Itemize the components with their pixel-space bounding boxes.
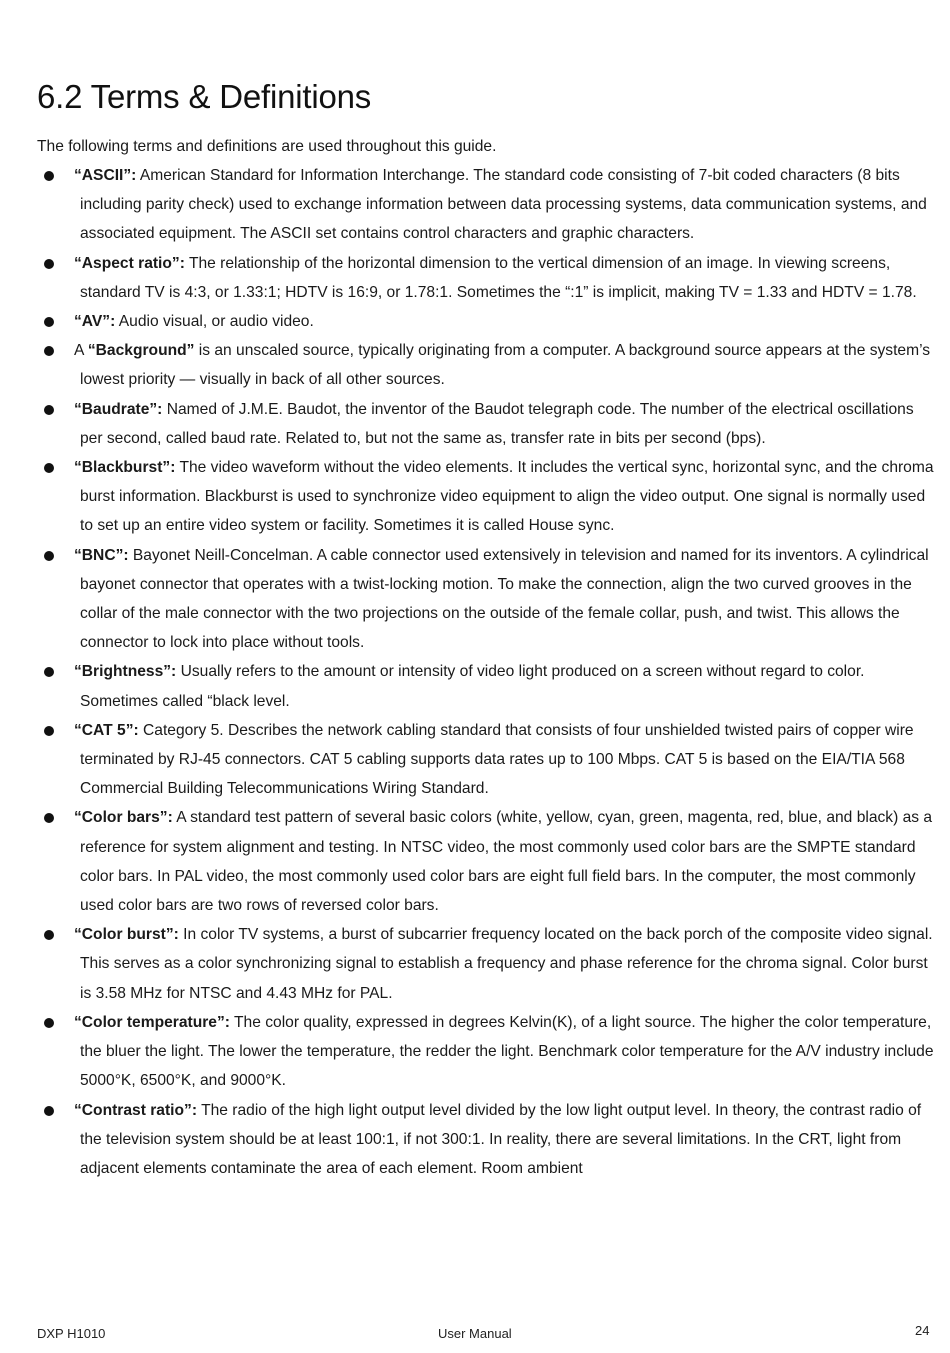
definition-text: is an unscaled source, typically originating from a computer. A background source appears at the system’s lowest priority — visually in back of all other sources. xyxy=(80,342,931,389)
definition-text: In color TV systems, a burst of subcarrier frequency located on the back porch of the composite video signal. This serves as a color synchronizing signal to establish a frequency and phase reference for the chroma signal. Color burst is 3.58 MHz for NTSC and 4.43 MHz for PAL. xyxy=(80,926,933,1002)
bullet-icon xyxy=(44,667,54,677)
page-number: 24 xyxy=(915,1323,930,1338)
definition-term: “Aspect ratio”: xyxy=(74,254,185,272)
definition-item xyxy=(0,395,950,453)
definition-text: A standard test pattern of several basic colors (white, yellow, cyan, green, magenta, red, blue, and black) as a reference for system alignment and testing. In NTSC video, the most commonly used color bars are the SMPTE standard color bars. In PAL video, the most commonly used color bars are eight full field bars. In the computer, the most commonly used color bars are two rows of reversed color bars. xyxy=(80,809,933,915)
footer-model: DXP H1010 xyxy=(37,1326,106,1341)
definition-text: The color quality, expressed in degrees Kelvin(K), of a light source. The higher the color temperature, the bluer the light. The lower the temperature, the redder the light. Benchmark color temperature for the A/V industry include 5000°K, 6500°K, and 9000°K. xyxy=(80,1013,934,1090)
definition-term: “Brightness”: xyxy=(74,663,177,681)
definition-text: Bayonet Neill-Concelman. A cable connector used extensively in television and named for its inventors. A cylindrical bayonet connector that operates with a twist-locking motion. To make the connection, align the two curved grooves in the collar of the male connector with the two projections on the outside of the female collar, push, and twist. This allows the connector to lock into place without tools. xyxy=(80,546,929,652)
definition-item xyxy=(0,803,950,920)
bullet-icon xyxy=(44,1018,54,1028)
definition-term: “CAT 5”: xyxy=(74,721,139,739)
definition-item xyxy=(0,453,950,541)
page-title: 6.2 Terms & Definitions xyxy=(37,78,372,115)
definition-item xyxy=(0,249,950,307)
definition-text: American Standard for Information Interchange. The standard code consisting of 7-bit coded characters (8 bits including parity check) used to exchange information between data processing systems, data communication systems, and associated equipment. The ASCII set contains control characters and graphic characters. xyxy=(80,167,927,243)
bullet-icon xyxy=(44,346,54,356)
definition-text: The radio of the high light output level divided by the low light output level. In theory, the contrast radio of the television system should be at least 100:1, if not 300:1. In reality, there are several limitations. In the CRT, light from adjacent elements contaminate the area of each element. Room ambient xyxy=(80,1101,922,1177)
definition-term: “Blackburst”: xyxy=(74,459,176,477)
definition-item xyxy=(0,920,950,1008)
bullet-icon xyxy=(44,259,54,269)
definition-item xyxy=(0,716,950,804)
definition-item xyxy=(0,161,950,249)
bullet-icon xyxy=(44,551,54,561)
definition-prefix: A xyxy=(74,342,88,360)
definition-term: “AV”: xyxy=(74,313,116,331)
bullet-icon xyxy=(44,317,54,327)
definition-term: “Background” xyxy=(87,342,195,360)
definition-term: “Baudrate”: xyxy=(74,400,163,418)
definition-item xyxy=(0,541,950,658)
definition-term: “ASCII”: xyxy=(74,167,137,184)
definition-text: Category 5. Describes the network cabling standard that consists of four unshielded twisted pairs of copper wire terminated by RJ-45 connectors. CAT 5 cabling supports data rates up to 100 Mbps. CAT 5 is based on the EIA/TIA 568 Commercial Building Telecommunications Wiring Standard. xyxy=(80,721,914,798)
intro-paragraph: The following terms and definitions are used throughout this guide. xyxy=(37,138,497,155)
definition-text: The video waveform without the video elements. It includes the vertical sync, horizontal sync, and the chroma burst information. Blackburst is used to synchronize video equipment to align the video output. One signal is normally used to set up an entire video system or facility. Sometimes it is called House sync. xyxy=(80,459,934,535)
definitions-list xyxy=(0,161,950,1183)
definition-term: “Color bars”: xyxy=(74,809,173,827)
definition-text: Named of J.M.E. Baudot, the inventor of the Baudot telegraph code. The number of the electrical oscillations per second, called baud rate. Related to, but not the same as, transfer rate in bits per second (bps). xyxy=(80,400,914,447)
definition-text: Usually refers to the amount or intensity of video light produced on a screen without regard to color. Sometimes called “black level. xyxy=(80,663,865,710)
definition-term: “Contrast ratio”: xyxy=(74,1101,198,1119)
bullet-icon xyxy=(44,405,54,415)
footer-title: User Manual xyxy=(438,1326,512,1341)
bullet-icon xyxy=(44,930,54,940)
bullet-icon xyxy=(44,463,54,473)
definition-item xyxy=(0,336,950,394)
definition-item xyxy=(0,1096,950,1184)
bullet-icon xyxy=(44,171,54,181)
definition-item xyxy=(0,307,950,336)
bullet-icon xyxy=(44,813,54,823)
definition-item xyxy=(0,1008,950,1096)
bullet-icon xyxy=(44,726,54,736)
definition-term: “BNC”: xyxy=(74,546,129,564)
definition-text: The relationship of the horizontal dimension to the vertical dimension of an image. In viewing screens, standard TV is 4:3, or 1.33:1; HDTV is 16:9, or 1.78:1. Sometimes the “:1” is implicit, making TV = 1.33 and HDTV = 1.78. xyxy=(80,254,917,301)
definition-text: Audio visual, or audio video. xyxy=(115,313,314,331)
bullet-icon xyxy=(44,1106,54,1116)
definition-item xyxy=(0,657,950,715)
definition-term: “Color temperature”: xyxy=(74,1013,230,1031)
definition-term: “Color burst”: xyxy=(74,926,179,944)
